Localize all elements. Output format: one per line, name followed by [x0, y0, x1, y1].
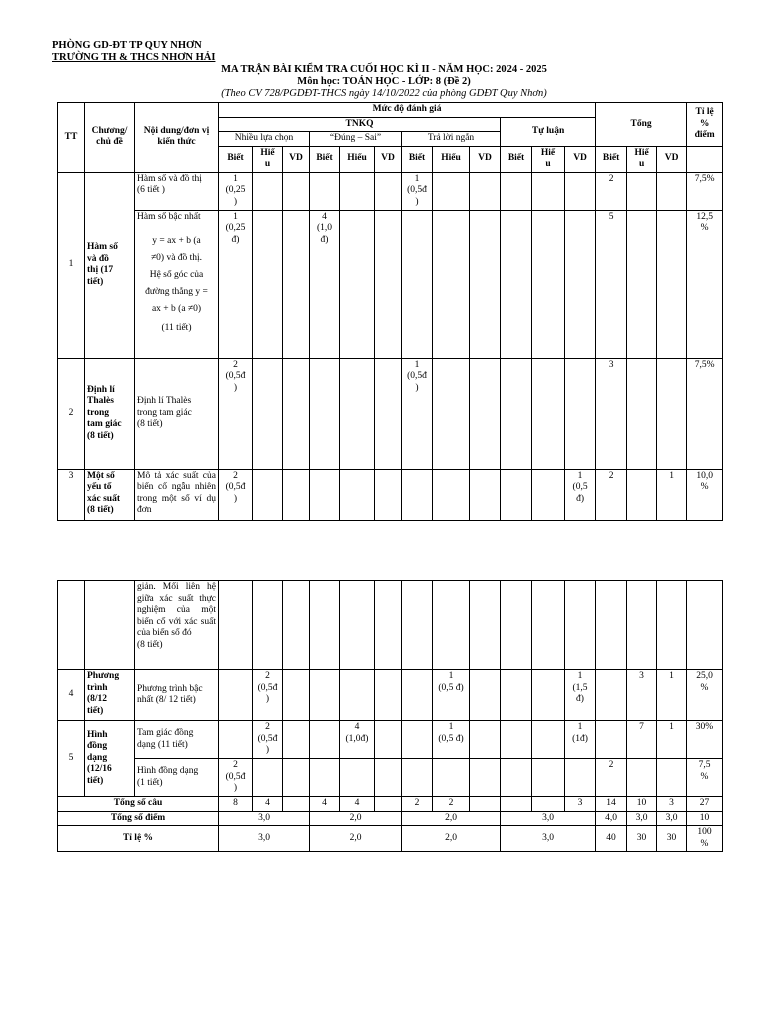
chapter-cell: Định lí Thalès trong tam giác (8 tiết) — [85, 358, 135, 469]
ratio-cell: 12,5 % — [687, 210, 723, 358]
head-ratio-sub — [687, 146, 723, 172]
total-vd-cell: 1 — [657, 469, 687, 520]
head-ratio: Tỉ lệ % điểm — [687, 103, 723, 147]
total-count-cell: 4 — [310, 797, 340, 812]
content-cell: Hàm số bậc nhất y = ax + b (a ≠0) và đồ thị. Hệ số góc của đường thẳng y = ax + b (a ≠0) (11 tiết) — [135, 210, 219, 358]
total-ratio-label: Tỉ lệ % — [58, 826, 219, 852]
matrix-table-page1 — [57, 102, 723, 521]
total-count-cell — [283, 797, 310, 812]
total-count-cell: 4 — [253, 797, 283, 812]
total-count-cell: 2 — [433, 797, 470, 812]
total-count-cell: 4 — [340, 797, 375, 812]
total-count-cell: 2 — [402, 797, 433, 812]
head-true-false: “Đúng – Sai” — [310, 132, 402, 147]
total-biet-cell: 5 — [596, 210, 627, 358]
score-ratio: 10 — [687, 811, 723, 826]
score-total-biet: 4,0 — [596, 811, 627, 826]
short-biet-cell: 1 (0,5đ ) — [402, 172, 433, 210]
total-hieu-cell: 3 — [627, 670, 657, 721]
score-total-hieu: 3,0 — [627, 811, 657, 826]
score-mcq: 3,0 — [219, 811, 310, 826]
total-count-cell: 10 — [627, 797, 657, 812]
head-chapter: Chương/ chủ đề — [85, 103, 135, 173]
head-vd: VD — [375, 146, 402, 172]
department-name: PHÒNG GD-ĐT TP QUY NHƠN — [52, 40, 202, 51]
total-count-label: Tổng số câu — [58, 797, 219, 812]
tf-biet-cell: 4 (1,0 đ) — [310, 210, 340, 358]
head-biet: Biết — [219, 146, 253, 172]
ratio-essay: 3,0 — [501, 826, 596, 852]
essay-vd-cell: 1 (1,5 đ) — [565, 670, 596, 721]
chapter-cell: Phương trình (8/12 tiết) — [85, 670, 135, 721]
head-content: Nội dung/đơn vị kiến thức — [135, 103, 219, 173]
essay-vd-cell: 1 (1đ) — [565, 721, 596, 759]
head-hieu: Hiểu — [340, 146, 375, 172]
total-biet-cell: 2 — [596, 759, 627, 797]
chapter-cell: Một số yếu tố xác suất (8 tiết) — [85, 469, 135, 520]
content-cell: Phương trình bậc nhất (8/ 12 tiết) — [135, 670, 219, 721]
chapter-cell: Hàm số và đồ thị (17 tiết) — [85, 172, 135, 358]
head-hieu: Hiể u — [253, 146, 283, 172]
mcq-biet-cell: 1 (0,25 đ) — [219, 210, 253, 358]
total-count-cell — [532, 797, 565, 812]
head-level: Mức độ đánh giá — [219, 103, 596, 118]
ratio-cell: 7,5% — [687, 358, 723, 469]
ratio-total-vd: 30 — [657, 826, 687, 852]
chapter-cell: Hình đồng dạng (12/16 tiết) — [85, 721, 135, 797]
row-number: 4 — [58, 670, 85, 721]
head-biet: Biết — [596, 146, 627, 172]
total-biet-cell: 2 — [596, 172, 627, 210]
short-biet-cell: 1 (0,5đ ) — [402, 358, 433, 469]
head-vd: VD — [283, 146, 310, 172]
head-biet: Biết — [501, 146, 532, 172]
total-count-cell — [375, 797, 402, 812]
total-count-cell: 8 — [219, 797, 253, 812]
ratio-cell: 10,0 % — [687, 469, 723, 520]
mcq-biet-cell: 2 (0,5đ ) — [219, 358, 253, 469]
head-vd: VD — [657, 146, 687, 172]
document-title: MA TRẬN BÀI KIỂM TRA CUỐI HỌC KÌ II - NĂM HỌC: 2024 - 2025 — [221, 64, 547, 75]
short-hieu-cell: 1 (0,5 đ) — [433, 670, 470, 721]
content-cell: Mô tả xác suất của biến cố ngẫu nhiên trong một số ví dụ đơn — [135, 469, 219, 520]
score-short: 2,0 — [402, 811, 501, 826]
head-biet: Biết — [310, 146, 340, 172]
ratio-mcq: 3,0 — [219, 826, 310, 852]
ratio-short: 2,0 — [402, 826, 501, 852]
total-vd-cell: 1 — [657, 670, 687, 721]
school-name: TRƯỜNG TH & THCS NHƠN HẢI — [52, 52, 216, 63]
mcq-hieu-cell: 2 (0,5đ ) — [253, 721, 283, 759]
ratio-cell: 7,5% — [687, 172, 723, 210]
total-hieu-cell: 7 — [627, 721, 657, 759]
head-hieu: Hiể u — [627, 146, 657, 172]
matrix-table-page2 — [57, 580, 723, 852]
head-vd: VD — [565, 146, 596, 172]
row-number: 3 — [58, 469, 85, 520]
head-tnkq: TNKQ — [219, 117, 501, 132]
essay-vd-cell: 1 (0,5 đ) — [565, 469, 596, 520]
total-biet-cell: 3 — [596, 358, 627, 469]
total-count-cell: 3 — [657, 797, 687, 812]
head-hieu: Hiể u — [532, 146, 565, 172]
content-cell: Hình đồng dạng (1 tiết) — [135, 759, 219, 797]
ratio-cell: 30% — [687, 721, 723, 759]
row-number: 1 — [58, 172, 85, 358]
total-count-cell — [470, 797, 501, 812]
row-number: 5 — [58, 721, 85, 797]
ratio-cell: 7,5 % — [687, 759, 723, 797]
total-score-label: Tổng số điểm — [58, 811, 219, 826]
mcq-biet-cell: 2 (0,5đ ) — [219, 469, 253, 520]
ratio-cell: 25,0 % — [687, 670, 723, 721]
ratio-total-hieu: 30 — [627, 826, 657, 852]
head-essay: Tự luận — [501, 117, 596, 146]
head-mcq: Nhiều lựa chọn — [219, 132, 310, 147]
score-essay: 3,0 — [501, 811, 596, 826]
mcq-hieu-cell: 2 (0,5đ ) — [253, 670, 283, 721]
head-hieu: Hiểu — [433, 146, 470, 172]
score-tf: 2,0 — [310, 811, 402, 826]
mcq-biet-cell: 1 (0,25 ) — [219, 172, 253, 210]
score-total-vd: 3,0 — [657, 811, 687, 826]
row-number: 2 — [58, 358, 85, 469]
total-count-cell: 3 — [565, 797, 596, 812]
head-short-answer: Trả lời ngắn — [402, 132, 501, 147]
total-count-cell — [501, 797, 532, 812]
content-cell: giản. Mối liên hệ giữa xác suất thực nghiệm của một biến cố với xác suất của biến số đó (8 tiết) — [135, 581, 219, 670]
tf-hieu-cell: 4 (1,0đ) — [340, 721, 375, 759]
head-biet: Biết — [402, 146, 433, 172]
content-cell: Tam giác đồng dạng (11 tiết) — [135, 721, 219, 759]
head-vd: VD — [470, 146, 501, 172]
total-count-cell: 14 — [596, 797, 627, 812]
content-cell: Định lí Thalès trong tam giác (8 tiết) — [135, 358, 219, 469]
reference-note: (Theo CV 728/PGDĐT-THCS ngày 14/10/2022 của phòng GDĐT Quy Nhơn) — [221, 88, 547, 99]
total-count-cell: 27 — [687, 797, 723, 812]
short-hieu-cell: 1 (0,5 đ) — [433, 721, 470, 759]
content-cell: Hàm số và đồ thị (6 tiết ) — [135, 172, 219, 210]
ratio-total-biet: 40 — [596, 826, 627, 852]
total-biet-cell: 2 — [596, 469, 627, 520]
mcq-biet-cell: 2 (0,5đ ) — [219, 759, 253, 797]
ratio-tf: 2,0 — [310, 826, 402, 852]
head-total: Tổng — [596, 103, 687, 147]
total-vd-cell: 1 — [657, 721, 687, 759]
subject-line: Môn học: TOÁN HỌC - LỚP: 8 (Đề 2) — [297, 76, 471, 87]
ratio-total: 100 % — [687, 826, 723, 852]
head-tt: TT — [58, 103, 85, 173]
